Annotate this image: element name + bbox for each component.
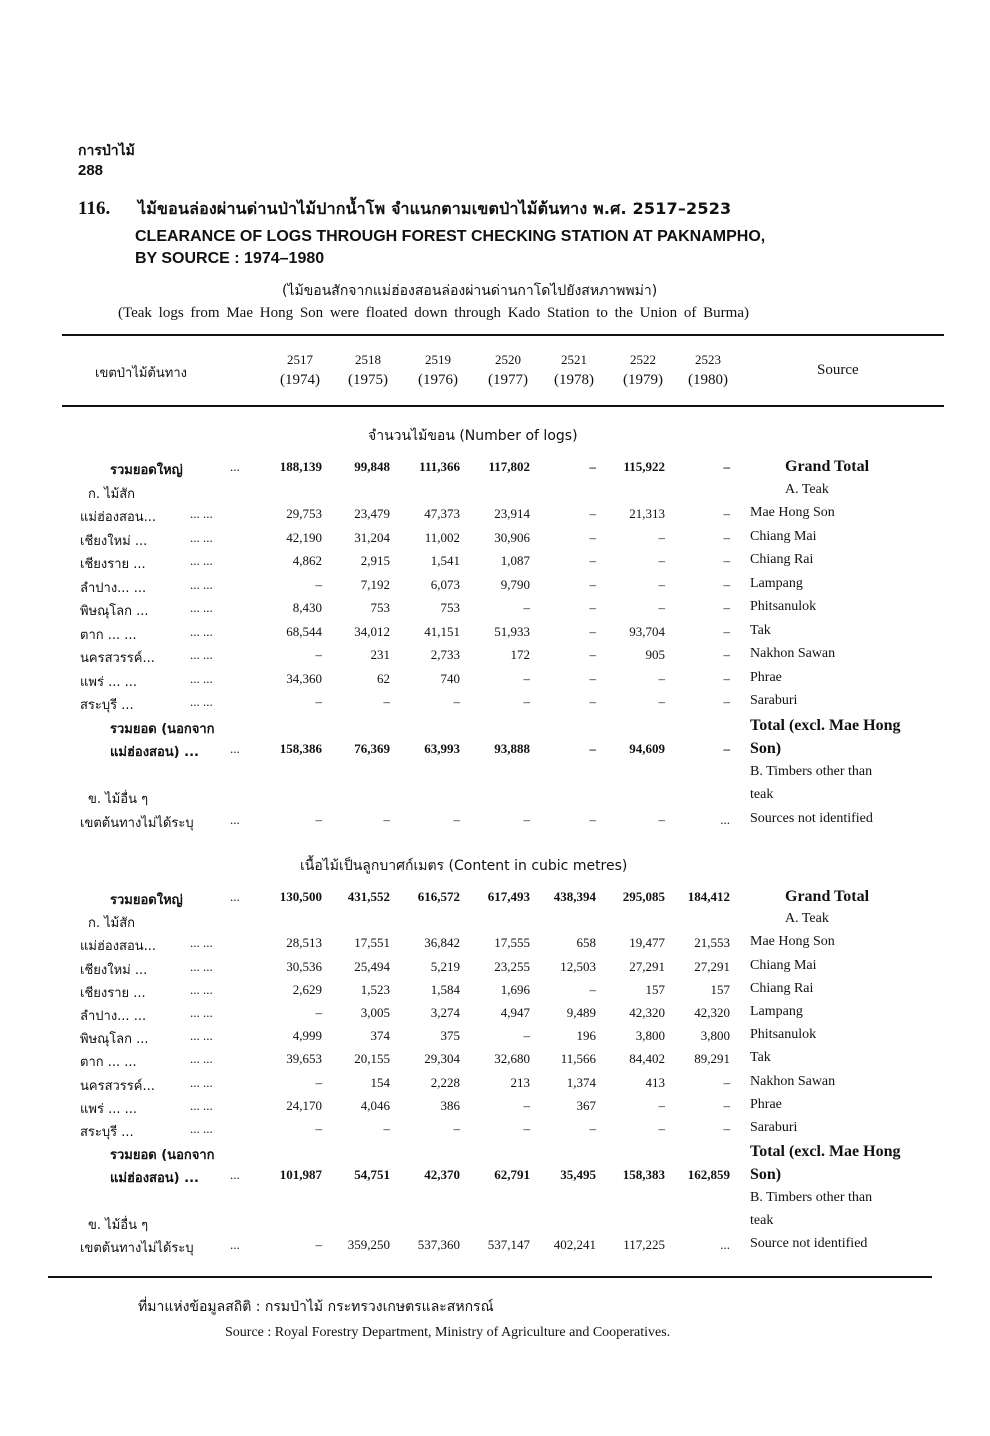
table-cell: 295,085 [622, 889, 665, 904]
table-cell: – [315, 1074, 322, 1090]
row-label-english: B. Timbers other than [750, 1189, 873, 1205]
table-cell: – [658, 553, 665, 568]
table-cell: 29,753 [286, 506, 322, 521]
table-cell: – [658, 576, 665, 592]
row-label-english: Chiang Rai [750, 980, 814, 996]
row-label-english: A. Teak [785, 481, 829, 497]
table-cell: 3,800 [700, 1028, 730, 1044]
table-cell: 30,536 [286, 958, 322, 974]
table-cell: – [523, 811, 530, 827]
table-cell: 359,250 [347, 1237, 390, 1252]
table-cell: 8,430 [292, 600, 322, 615]
row-label-english: Grand Total [785, 458, 870, 475]
table-cell: – [723, 553, 730, 568]
table-cell: 658 [576, 935, 596, 951]
table-cell: 184,412 [687, 889, 730, 904]
row-leader-dots: ... [230, 1167, 240, 1183]
table-cell: 11,566 [560, 1051, 596, 1067]
table-cell: – [723, 741, 730, 756]
table-cell: ... [720, 1237, 730, 1252]
table-cell: 375 [440, 1028, 460, 1044]
year-be: 2521 [561, 352, 587, 367]
table-cell: 537,147 [487, 1237, 530, 1252]
row-leader-dots: ... ... [190, 529, 213, 545]
row-label-thai: แม่ฮ่องสอน... [80, 510, 157, 525]
row-leader-dots: ... ... [190, 1028, 213, 1044]
table-cell: – [589, 811, 596, 827]
row-label-english: Total (excl. Mae Hong [750, 716, 901, 734]
row-leader-dots: ... ... [190, 981, 213, 997]
table-cell: 93,888 [494, 741, 530, 756]
table-cell: 374 [370, 1028, 390, 1044]
row-label-english: teak [750, 1212, 774, 1228]
year-be: 2520 [495, 352, 521, 367]
table-cell: 27,291 [629, 958, 665, 974]
header-source-thai: เขตป่าไม้ต้นทาง [95, 366, 187, 381]
row-label-english: Chiang Rai [750, 552, 814, 567]
row-label-english: Lampang [750, 575, 803, 591]
table-cell: 24,170 [286, 1097, 322, 1113]
table-cell: 23,914 [494, 506, 530, 521]
table-cell: – [723, 600, 730, 615]
row-label-english: Mae Hong Son [750, 505, 835, 520]
row-label-thai: ลำปาง... ... [80, 580, 147, 596]
table-cell: – [723, 1121, 730, 1136]
table-cell: 47,373 [424, 506, 460, 521]
table-note-english: (Teak logs from Mae Hong Son were floated down through Kado Station to the Union of Burma) [118, 305, 750, 321]
row-label-thai: เขตต้นทางไม่ได้ระบุ [80, 1241, 194, 1256]
table-cell: 17,555 [494, 935, 530, 951]
section-heading: เนื้อไม้เป็นลูกบาศก์เมตร (Content in cubic metres) [300, 858, 628, 874]
table-cell: 20,155 [354, 1051, 390, 1067]
row-label-english: Total (excl. Mae Hong [750, 1143, 901, 1161]
row-label-thai: แม่ฮ่องสอน) ... [110, 1171, 199, 1187]
table-cell: 231 [370, 647, 390, 662]
header-source-english: Source [817, 362, 859, 378]
row-label-thai: รวมยอด (นอกจาก [110, 721, 215, 737]
year-be: 2522 [630, 352, 656, 367]
table-cell: 1,087 [500, 553, 530, 568]
table-cell: 157 [645, 981, 665, 997]
top-rule [62, 334, 944, 336]
table-cell: – [589, 981, 596, 997]
table-cell: 4,862 [292, 553, 322, 568]
table-cell: – [315, 576, 322, 592]
row-leader-dots: ... ... [190, 958, 213, 974]
row-label-english: teak [750, 787, 774, 802]
year-ad: (1975) [348, 372, 388, 388]
row-label-thai: ข. ไม้อื่น ๆ [88, 792, 149, 807]
table-cell: – [723, 623, 730, 639]
table-cell: 62 [377, 670, 390, 686]
row-label-english: Source not identified [750, 1236, 868, 1251]
table-title-english-1: CLEARANCE OF LOGS THROUGH FOREST CHECKING STATION AT PAKNAMPHO, [135, 228, 766, 245]
row-label-thai: ตาก ... ... [80, 627, 137, 643]
row-leader-dots: ... ... [190, 553, 213, 568]
table-cell: – [589, 506, 596, 521]
row-label-english: Tak [750, 622, 771, 638]
row-leader-dots: ... ... [190, 623, 213, 639]
row-label-thai: แพร่ ... ... [80, 1101, 137, 1117]
table-cell: – [723, 506, 730, 521]
table-cell: 3,005 [360, 1005, 390, 1020]
table-cell: 21,553 [694, 935, 730, 951]
row-label-thai: รวมยอดใหญ่ [110, 463, 183, 478]
table-cell: – [315, 1237, 322, 1252]
table-cell: 740 [440, 670, 460, 686]
table-cell: 29,304 [424, 1051, 460, 1067]
row-label-thai: เชียงราย ... [80, 557, 146, 572]
row-label-thai: แม่ฮ่องสอน) ... [110, 745, 199, 760]
table-cell: – [723, 529, 730, 545]
table-cell: – [523, 1028, 530, 1044]
row-label-english: Son) [750, 1166, 782, 1184]
table-cell: 213 [510, 1074, 530, 1090]
year-ad: (1980) [688, 372, 728, 388]
row-label-thai: พิษณุโลก ... [80, 604, 149, 619]
year-be: 2518 [355, 352, 381, 367]
row-label-thai: ข. ไม้อื่น ๆ [88, 1217, 149, 1233]
row-label-english: Son) [750, 740, 782, 757]
row-leader-dots: ... [230, 889, 240, 904]
table-cell: 21,313 [629, 506, 665, 521]
table-cell: – [589, 600, 596, 615]
table-cell: 1,584 [430, 981, 460, 997]
table-cell: – [383, 1121, 390, 1136]
table-cell: 34,012 [354, 623, 390, 639]
row-label-thai: แม่ฮ่องสอน... [80, 939, 157, 955]
year-ad: (1977) [488, 372, 528, 388]
table-cell: – [589, 647, 596, 662]
year-ad: (1979) [623, 372, 663, 388]
table-cell: 115,922 [623, 459, 665, 474]
table-cell: – [315, 1005, 322, 1020]
section-heading: จำนวนไม้ขอน (Number of logs) [368, 428, 578, 444]
row-label-thai: เชียงราย ... [80, 985, 146, 1001]
table-cell: 4,999 [292, 1028, 322, 1044]
table-cell: ... [720, 811, 730, 827]
table-cell: 11,002 [424, 529, 460, 545]
row-label-english: Lampang [750, 1004, 803, 1019]
row-leader-dots: ... ... [190, 506, 213, 521]
table-cell: – [658, 1121, 665, 1136]
table-cell: 1,541 [430, 553, 460, 568]
table-cell: 188,139 [279, 459, 322, 474]
table-cell: 34,360 [286, 670, 322, 686]
row-label-thai: รวมยอด (นอกจาก [110, 1148, 215, 1164]
row-label-english: Phitsanulok [750, 599, 817, 614]
table-cell: 2,915 [360, 553, 390, 568]
row-leader-dots: ... ... [190, 1097, 213, 1113]
row-leader-dots: ... ... [190, 694, 213, 709]
year-be: 2517 [287, 352, 313, 367]
row-leader-dots: ... [230, 1237, 240, 1252]
row-label-thai: ก. ไม้สัก [88, 916, 136, 932]
row-label-thai: สระบุรี ... [80, 1125, 134, 1140]
row-label-thai: นครสวรรค์... [80, 651, 155, 666]
year-ad: (1976) [418, 372, 458, 388]
table-cell: – [658, 670, 665, 686]
table-cell: – [315, 694, 322, 709]
table-cell: 162,859 [687, 1167, 730, 1183]
row-label-english: Phitsanulok [750, 1027, 817, 1043]
table-cell: 753 [440, 600, 460, 615]
table-cell: 9,489 [566, 1005, 596, 1020]
table-cell: – [589, 553, 596, 568]
header-bottom-rule [62, 405, 944, 407]
row-label-english: Saraburi [750, 693, 798, 708]
row-label-english: Sources not identified [750, 810, 873, 826]
table-cell: 117,225 [623, 1237, 665, 1252]
table-cell: 41,151 [424, 623, 460, 639]
row-label-english: Chiang Mai [750, 957, 817, 973]
table-cell: 4,947 [500, 1005, 530, 1020]
table-cell: 117,802 [488, 459, 530, 474]
row-label-thai: ก. ไม้สัก [88, 486, 136, 502]
table-cell: 51,933 [494, 623, 530, 639]
table-cell: – [589, 529, 596, 545]
table-cell: 28,513 [286, 935, 322, 951]
table-cell: 17,551 [354, 935, 390, 951]
row-leader-dots: ... ... [190, 1051, 213, 1067]
table-cell: – [589, 576, 596, 592]
table-cell: 413 [645, 1074, 665, 1090]
table-cell: 19,477 [629, 935, 665, 951]
table-cell: 94,609 [629, 741, 665, 756]
table-cell: – [523, 694, 530, 709]
table-cell: 616,572 [417, 889, 460, 904]
table-cell: 196 [576, 1028, 596, 1044]
row-label-thai: เขตต้นทางไม่ได้ระบุ [80, 815, 194, 831]
table-cell: – [723, 1074, 730, 1090]
row-label-thai: รวมยอดใหญ่ [110, 893, 183, 908]
table-cell: 111,366 [419, 459, 460, 474]
table-cell: 30,906 [494, 529, 530, 545]
table-cell: 2,228 [430, 1074, 460, 1090]
table-cell: 42,190 [286, 529, 322, 545]
row-label-english: Mae Hong Son [750, 934, 835, 950]
row-leader-dots: ... ... [190, 670, 213, 686]
table-cell: – [523, 1121, 530, 1136]
table-cell: 99,848 [354, 459, 390, 474]
row-label-thai: แพร่ ... ... [80, 674, 137, 690]
table-cell: 23,479 [354, 506, 390, 521]
table-cell: – [589, 459, 596, 474]
year-be: 2523 [695, 352, 721, 367]
table-cell: 1,696 [500, 981, 530, 997]
table-note-thai: (ไม้ขอนสักจากแม่ฮ่องสอนล่องผ่านด่านกาโดไปยังสหภาพพม่า) [282, 283, 658, 299]
table-cell: – [523, 600, 530, 615]
table-cell: 89,291 [694, 1051, 730, 1067]
row-label-english: Tak [750, 1050, 771, 1066]
row-label-thai: เชียงใหม่ ... [80, 533, 148, 549]
table-cell: 1,374 [566, 1074, 596, 1090]
table-cell: – [589, 623, 596, 639]
table-cell: – [315, 811, 322, 827]
table-cell: – [658, 529, 665, 545]
table-cell: 101,987 [279, 1167, 322, 1183]
footer-source-thai: ที่มาแห่งข้อมูลสถิติ : กรมป่าไม้ กระทรวงเกษตรและสหกรณ์ [138, 1299, 494, 1315]
row-label-english: A. Teak [785, 911, 829, 927]
table-cell: 1,523 [360, 981, 390, 997]
row-leader-dots: ... ... [190, 576, 213, 592]
table-cell: 36,842 [424, 935, 460, 951]
table-cell: 84,402 [629, 1051, 665, 1067]
row-label-english: Nakhon Sawan [750, 1073, 836, 1089]
year-be: 2519 [425, 352, 451, 367]
table-cell: – [723, 459, 730, 474]
row-label-english: Saraburi [750, 1120, 798, 1135]
table-cell: 6,073 [430, 576, 460, 592]
row-label-english: Phrae [750, 669, 782, 685]
row-leader-dots: ... [230, 741, 240, 756]
table-cell: – [658, 1097, 665, 1113]
table-cell: 402,241 [553, 1237, 596, 1252]
year-ad: (1974) [280, 372, 320, 388]
table-cell: – [658, 811, 665, 827]
row-leader-dots: ... ... [190, 1005, 213, 1020]
table-cell: 2,629 [292, 981, 322, 997]
table-cell: 172 [510, 647, 530, 662]
row-leader-dots: ... [230, 459, 240, 474]
row-label-thai: เชียงใหม่ ... [80, 962, 148, 978]
table-cell: 7,192 [360, 576, 390, 592]
table-cell: – [383, 811, 390, 827]
table-cell: – [723, 1097, 730, 1113]
table-cell: 157 [710, 981, 730, 997]
table-cell: 42,320 [694, 1005, 730, 1020]
table-cell: – [383, 694, 390, 709]
table-cell: 4,046 [360, 1097, 390, 1113]
table-cell: – [523, 670, 530, 686]
table-cell: 25,494 [354, 958, 390, 974]
table-cell: 9,790 [500, 576, 530, 592]
table-cell: 12,503 [560, 958, 596, 974]
row-label-english: Grand Total [785, 888, 870, 905]
table-cell: 154 [370, 1074, 390, 1090]
table-cell: 31,204 [354, 529, 390, 545]
table-cell: 386 [440, 1097, 460, 1113]
table-cell: 617,493 [487, 889, 530, 904]
table-cell: 32,680 [494, 1051, 530, 1067]
table-cell: 23,255 [494, 958, 530, 974]
row-label-english: B. Timbers other than [750, 763, 873, 779]
table-cell: – [723, 647, 730, 662]
table-cell: – [453, 811, 460, 827]
table-cell: 5,219 [430, 958, 460, 974]
row-label-english: Phrae [750, 1096, 782, 1112]
table-cell: 438,394 [553, 889, 596, 904]
table-cell: 2,733 [430, 647, 460, 662]
section-label: การป่าไม้ [78, 143, 135, 159]
row-label-thai: สระบุรี ... [80, 698, 134, 713]
table-cell: 3,800 [635, 1028, 665, 1044]
table-cell: 158,386 [279, 741, 322, 756]
table-cell: 431,552 [347, 889, 390, 904]
row-leader-dots: ... [230, 811, 240, 827]
table-cell: – [523, 1097, 530, 1113]
row-leader-dots: ... ... [190, 1074, 213, 1090]
table-cell: 35,495 [560, 1167, 596, 1183]
table-cell: – [315, 647, 322, 662]
table-cell: 42,370 [424, 1167, 460, 1183]
table-cell: 27,291 [694, 958, 730, 974]
row-label-english: Nakhon Sawan [750, 646, 836, 661]
row-leader-dots: ... ... [190, 600, 213, 615]
table-cell: 130,500 [279, 889, 322, 904]
table-cell: – [315, 1121, 322, 1136]
table-title-thai: ไม้ขอนล่องผ่านด่านป่าไม้ปากน้ำโพ จำแนกตามเขตป่าไม้ต้นทาง พ.ศ. 2517–2523 [138, 199, 732, 218]
table-cell: 76,369 [354, 741, 390, 756]
table-cell: – [723, 576, 730, 592]
table-cell: 42,320 [629, 1005, 665, 1020]
footer-source-english: Source : Royal Forestry Department, Ministry of Agriculture and Cooperatives. [225, 1325, 671, 1340]
row-leader-dots: ... ... [190, 647, 213, 662]
table-title-english-2: BY SOURCE : 1974–1980 [135, 250, 325, 267]
table-cell: 3,274 [430, 1005, 460, 1020]
row-label-thai: นครสวรรค์... [80, 1078, 155, 1094]
table-cell: – [589, 741, 596, 756]
page-number: 288 [78, 162, 104, 179]
table-cell: 39,653 [286, 1051, 322, 1067]
year-ad: (1978) [554, 372, 594, 388]
table-number: 116. [78, 198, 111, 219]
row-label-english: Chiang Mai [750, 528, 817, 544]
table-cell: – [453, 694, 460, 709]
table-cell: – [658, 694, 665, 709]
bottom-rule [48, 1276, 932, 1278]
table-cell: – [658, 600, 665, 615]
table-cell: – [589, 694, 596, 709]
row-leader-dots: ... ... [190, 935, 213, 951]
row-label-thai: ลำปาง... ... [80, 1009, 147, 1024]
table-cell: 367 [576, 1097, 596, 1113]
table-cell: – [589, 670, 596, 686]
table-cell: – [723, 694, 730, 709]
table-cell: – [453, 1121, 460, 1136]
table-cell: 68,544 [286, 623, 322, 639]
table-cell: – [589, 1121, 596, 1136]
table-cell: 93,704 [629, 623, 665, 639]
table-cell: 63,993 [424, 741, 460, 756]
row-label-thai: พิษณุโลก ... [80, 1032, 149, 1048]
table-cell: 158,383 [622, 1167, 665, 1183]
table-cell: 62,791 [494, 1167, 530, 1183]
table-cell: – [723, 670, 730, 686]
table-cell: 537,360 [417, 1237, 460, 1252]
table-cell: 905 [645, 647, 665, 662]
table-cell: 753 [370, 600, 390, 615]
table-cell: 54,751 [354, 1167, 390, 1183]
row-label-thai: ตาก ... ... [80, 1055, 137, 1071]
row-leader-dots: ... ... [190, 1121, 213, 1136]
